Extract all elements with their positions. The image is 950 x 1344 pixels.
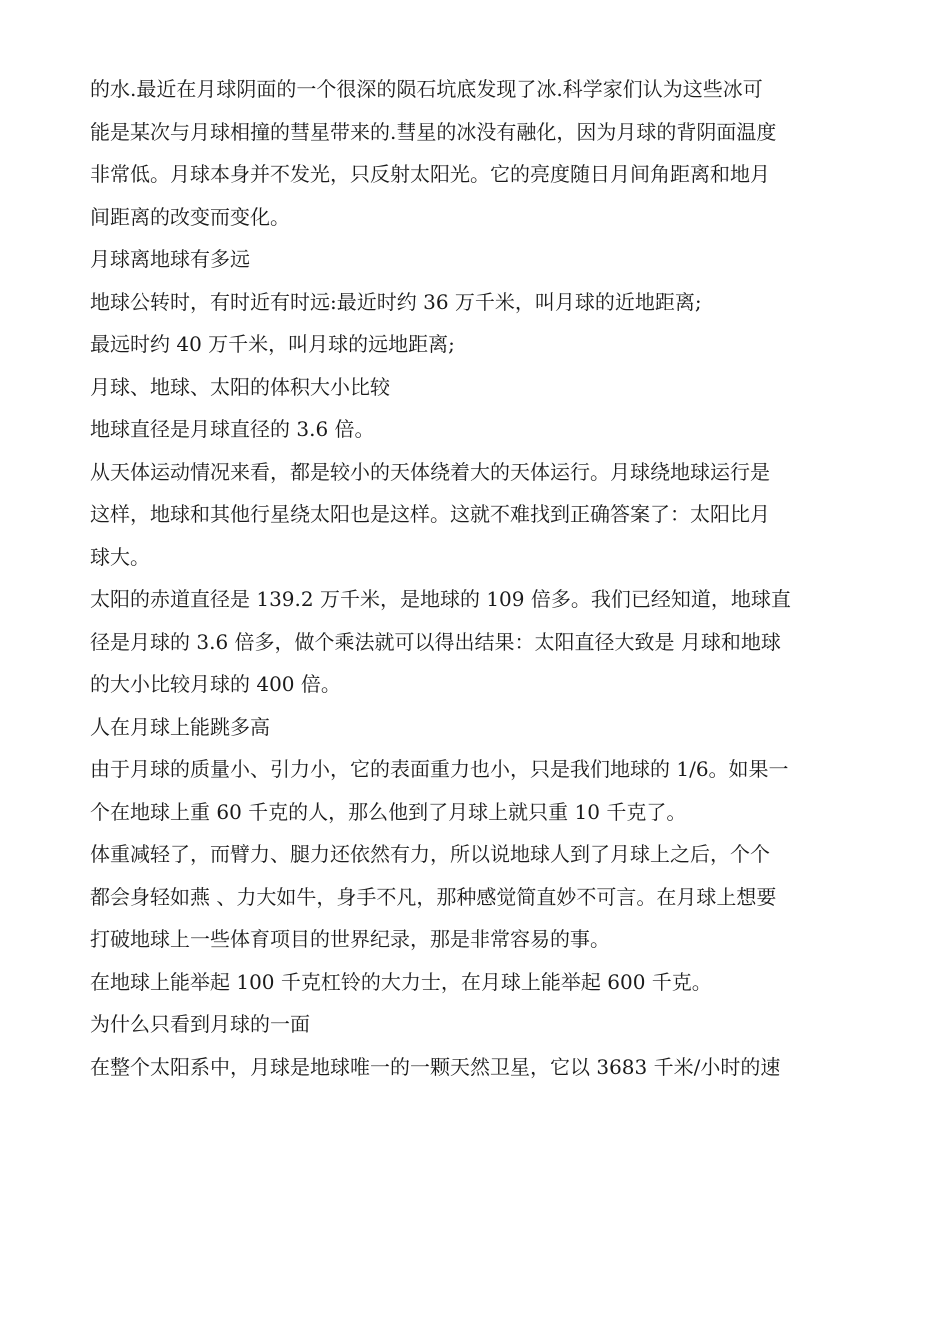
text-line: 太阳的赤道直径是 139.2 万千米，是地球的 109 倍多。我们已经知道，地球直 (90, 587, 791, 611)
section-heading: 月球、地球、太阳的体积大小比较 (90, 374, 390, 399)
section-heading: 为什么只看到月球的一面 (90, 1012, 310, 1036)
text-line: 都会身轻如燕 、力大如牛，身手不凡，那种感觉简直妙不可言。在月球上想要 (90, 884, 777, 909)
text-line: 这样，地球和其他行星绕太阳也是这样。这就不难找到正确答案了：太阳比月 (90, 502, 770, 526)
text-line: 的水.最近在月球阴面的一个很深的陨石坑底发现了冰.科学家们认为这些冰可 (90, 77, 763, 101)
text-line: 从天体运动情况来看，都是较小的天体绕着大的天体运行。月球绕地球运行是 (90, 459, 770, 484)
text-line: 球大。 (90, 544, 150, 569)
text-line: 在地球上能举起 100 千克杠铃的大力士，在月球上能举起 600 千克。 (90, 969, 712, 994)
text-line: 非常低。月球本身并不发光，只反射太阳光。它的亮度随日月间角距离和地月 (90, 162, 770, 186)
text-line: 个在地球上重 60 千克的人，那么他到了月球上就只重 10 千克了。 (90, 799, 687, 824)
text-line: 由于月球的质量小、引力小，它的表面重力也小，只是我们地球的 1/6。如果一 (90, 757, 789, 781)
text-line: 体重减轻了，而臂力、腿力还依然有力，所以说地球人到了月球上之后，个个 (90, 842, 770, 866)
text-line: 径是月球的 3.6 倍多，做个乘法就可以得出结果：太阳直径大致是 月球和地球 (90, 629, 781, 654)
text-line: 打破地球上一些体育项目的世界纪录，那是非常容易的事。 (90, 927, 610, 951)
text-line: 最远时约 40 万千米，叫月球的远地距离; (90, 332, 455, 356)
text-line: 地球直径是月球直径的 3.6 倍。 (90, 417, 375, 441)
text-line: 地球公转时，有时近有时远:最近时约 36 万千米，叫月球的近地距离; (90, 289, 702, 314)
section-heading: 月球离地球有多远 (90, 247, 250, 271)
text-line: 的大小比较月球的 400 倍。 (90, 672, 341, 696)
document-page (90, 68, 865, 1088)
text-line: 在整个太阳系中，月球是地球唯一的一颗天然卫星，它以 3683 千米/小时的速 (90, 1054, 781, 1079)
text-line: 能是某次与月球相撞的彗星带来的.彗星的冰没有融化，因为月球的背阴面温度 (90, 119, 777, 144)
text-line: 间距离的改变而变化。 (90, 204, 290, 229)
section-heading: 人在月球上能跳多高 (90, 714, 270, 739)
